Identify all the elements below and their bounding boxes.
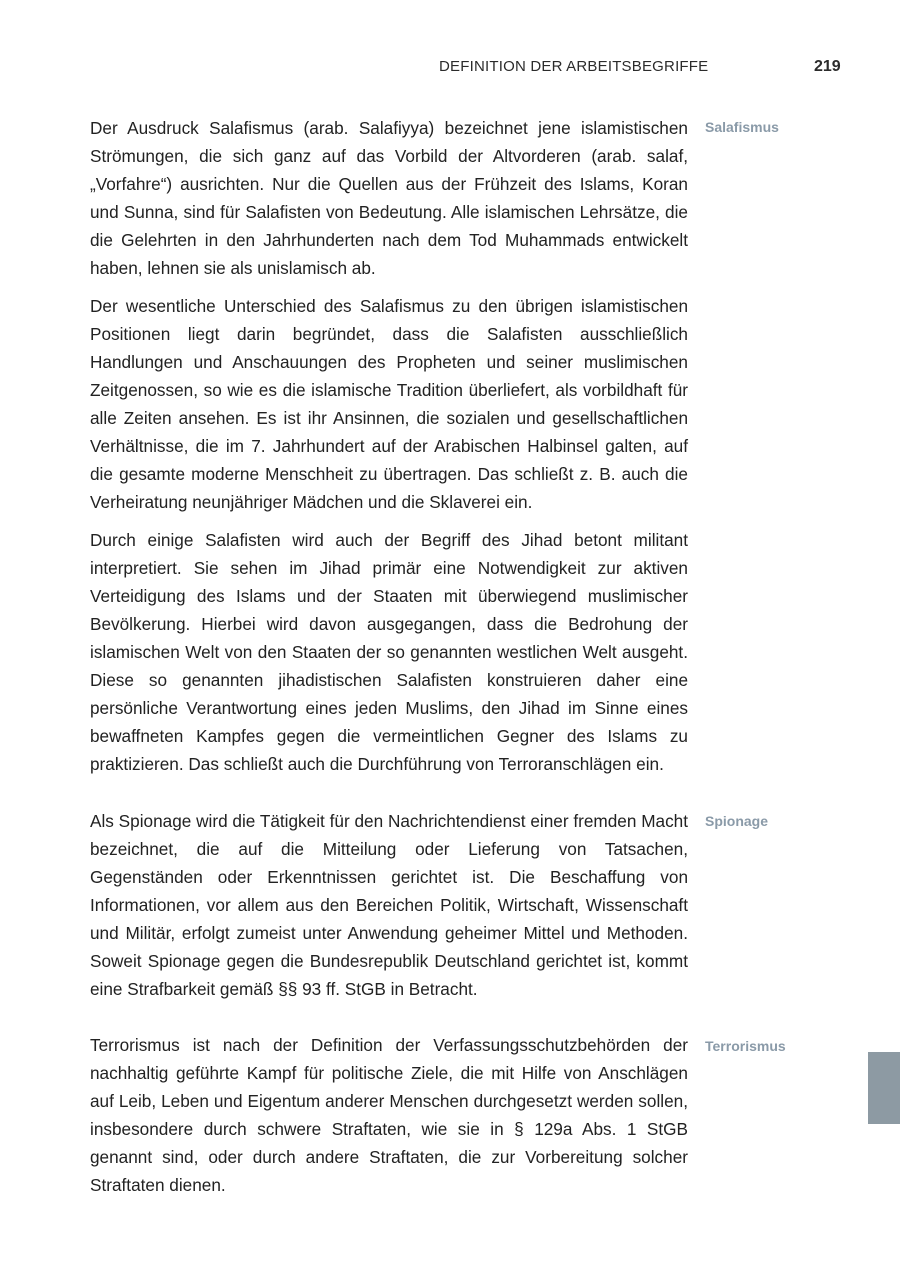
chapter-thumb-tab [868, 1052, 900, 1124]
running-title: DEFINITION DER ARBEITSBEGRIFFE [439, 58, 709, 75]
paragraph: Durch einige Salafisten wird auch der Begriff des Jihad betont militant interpretiert. Sie sehen im Jihad primär eine Notwendigkeit zur aktiven Verteidigung des Islams und der Staaten mit überwiegend muslimischer Bevölkerung. Hierbei wird davon ausgegangen, dass die Bedrohung der islamischen Welt von den Staaten der so genannten westlichen Welt ausgeht. Diese so genannten jihadistischen Salafisten konstruieren daher eine persönliche Verantwortung eines jeden Muslims, den Jihad im Sinne eines bewaffneten Kampfes gegen die vermeintlichen Gegner des Islams zu praktizieren. Das schließt auch die Durchführung von Terroranschlägen ein. [90, 530, 688, 774]
section-salafismus [90, 114, 688, 788]
section-terrorismus [90, 1031, 688, 1209]
page-number: 219 [814, 58, 841, 75]
margin-label-spionage: Spionage [705, 813, 769, 829]
margin-label-salafismus: Salafismus [705, 119, 779, 135]
section-spionage [90, 807, 688, 1013]
paragraph: Der wesentliche Unterschied des Salafismus zu den übrigen islamistischen Positionen liegt darin begründet, dass die Salafisten ausschließlich Handlungen und Anschauungen des Propheten und seiner muslimischen Zeitgenossen, so wie es die islamische Tradition überliefert, als vorbildhaft für alle Zeiten ansehen. Es ist ihr Ansinnen, die sozialen und gesellschaftlichen Verhältnisse, die im 7. Jahrhundert auf der Arabischen Halbinsel galten, auf die gesamte moderne Menschheit zu übertragen. Das schließt z. B. auch die Verheiratung neunjähriger Mädchen und die Sklaverei ein. [90, 296, 688, 512]
margin-label-terrorismus: Terrorismus [705, 1038, 786, 1054]
paragraph: Der Ausdruck Salafismus (arab. Salafiyya) bezeichnet jene islamistischen Strömungen, die sich ganz auf das Vorbild der Altvorderen (arab. salaf, „Vorfahre“) ausrichten. Nur die Quellen aus der Frühzeit des Islams, Koran und Sunna, sind für Salafisten von Bedeutung. Alle islamischen Lehrsätze, die die Gelehrten in den Jahrhunderten nach dem Tod Muhammads entwickelt haben, lehnen sie als unislamisch ab. [90, 118, 688, 278]
paragraph: Terrorismus ist nach der Definition der Verfassungsschutzbehörden der nachhaltig geführte Kampf für politische Ziele, die mit Hilfe von Anschlägen auf Leib, Leben und Eigentum anderer Menschen durchgesetzt werden sollen, insbesondere durch schwere Straftaten, wie sie in § 129a Abs. 1 StGB genannt sind, oder durch andere Straftaten, die zur Vorbereitung solcher Straftaten dienen. [90, 1035, 688, 1195]
paragraph: Als Spionage wird die Tätigkeit für den Nachrichtendienst einer fremden Macht bezeichnet, die auf die Mitteilung oder Lieferung von Tatsachen, Gegenständen oder Erkenntnissen gerichtet ist. Die Beschaffung von Informationen, vor allem aus den Bereichen Politik, Wirtschaft, Wissenschaft und Militär, erfolgt zumeist unter Anwendung geheimer Mittel und Methoden. Soweit Spionage gegen die Bundesrepublik Deutschland gerichtet ist, kommt eine Strafbarkeit gemäß §§ 93 ff. StGB in Betracht. [90, 811, 688, 999]
